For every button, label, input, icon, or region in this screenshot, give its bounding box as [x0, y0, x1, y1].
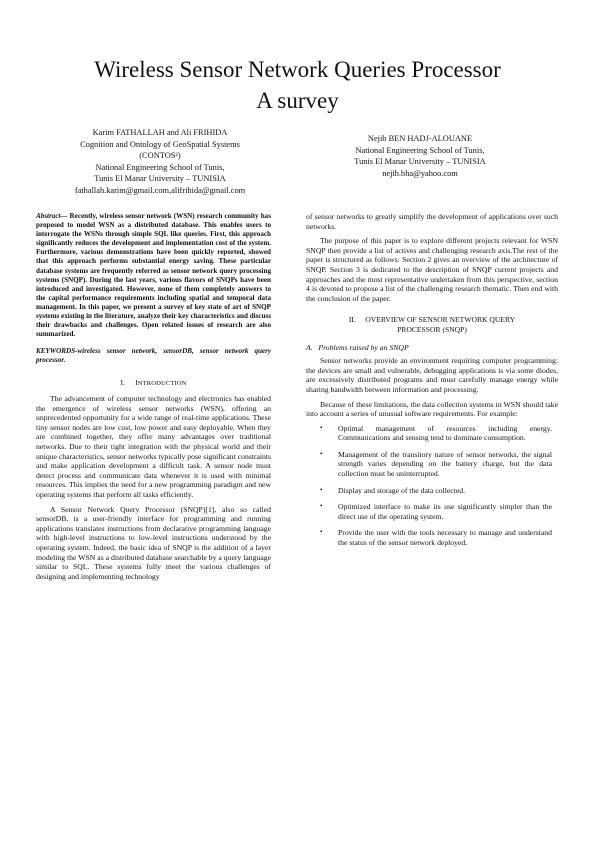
list-item-text: Optimal management of resources including energy. Communications and sensing tend to dominate consumption.	[338, 423, 552, 443]
author-names: Nejib BEN HADJ-ALOUANE	[367, 134, 473, 143]
author-affiliation: National Engineering School of Tunis,	[95, 162, 225, 172]
list-item	[306, 450, 558, 479]
list-item	[306, 502, 558, 521]
author-affiliation: National Engineering School of Tunis,	[355, 145, 485, 155]
list-item-text: Provide the user with the tools necessary to manage and understand the status of the sensor network deployed.	[338, 528, 552, 548]
requirements-list	[306, 424, 558, 548]
body-paragraph: Because of these limitations, the data collection systems in WSN should take into account a series of unusual software requirements. For example:	[306, 399, 558, 419]
section-heading-line-2: PROCESSOR (SNQP)	[397, 324, 467, 334]
subsection-heading	[306, 343, 558, 353]
right-column	[306, 212, 558, 555]
abstract-text: Recently, wireless sensor network (WSN) research community has proposed to model WSN as a distributed database. This enables users to interrogate the WSNs through simple SQL like queries. First, this approach significantly reduces the development and implementation cost of the system. Furthermore, various demonstrations have been quickly reported, showed that this approach performs substantial energy saving. These particular database systems are frequently referred as sensor network query processing systems (SNQP). During the last years, various flavors of SNQPs have been introduced and investigated. However, none of them completely answers to the capital performance requirements including spatial and temporal data management. In this paper, we present a survey of key state of art of SNQP systems existing in the literature, analyze their key characteristics and discuss their drawbacks and challenges. Open related issues of research are also summarized.	[36, 212, 271, 339]
abstract	[36, 212, 271, 339]
author-email: fathallah.karim@gmail.com,alifrihida@gmail.com	[74, 185, 246, 195]
body-paragraph: Sensor networks provide an environment requiring computer programming: the devices are small and vulnerable, debugging applications is via some diodes, are excessively distributed programs and must carefully manage energy while sharing bandwidth between information and processing.	[306, 356, 558, 394]
section-title-rest: NTRODUCTION	[137, 379, 187, 387]
abstract-label: Abstract—	[36, 212, 68, 220]
section-title: OVERVIEW OF SENSOR NETWORK QUERY	[365, 315, 516, 325]
section-number: II.	[348, 315, 356, 325]
list-item	[306, 528, 558, 547]
list-item-text: Optimized interface to make its use significantly simpler than the direct use of the operating system.	[338, 502, 552, 521]
list-item-text: Management of the transitory nature of sensor networks, the signal strength varies depending on the battery charge, but the data collection must be uninterrupted.	[338, 449, 552, 479]
left-column	[36, 212, 271, 586]
subsection-label: A.	[306, 342, 313, 352]
subsection-title: Problems raised by an SNQP	[318, 342, 409, 352]
author-affiliation: Tunis El Manar University – TUNISIA	[94, 174, 226, 183]
bullet-icon: •	[320, 502, 323, 511]
title-line-2: A survey	[256, 88, 339, 113]
body-paragraph: A Sensor Network Query Processor (SNQP)[1], also so called sensorDB, is a user-friendly interface for programming and running applications translates instructions from declarative programming language with high-level instructions to low-level instructions understood by the operating system. Indeed, the basic idea of SNQP is the addition of a layer modeling the WSN as a distributed database searchable by a query language similar to SQL. These systems fully meet the various challenges of designing and implementing technology	[36, 504, 271, 581]
body-paragraph: The purpose of this paper is to explore different projects relevant for WSN SNQP then provide a list of actives and challenging research axis.The rest of the paper is structured as follows: Section 2 gives an overview of the architecture of SNQP. Section 3 is dedicated to the description of SNQP current projects and approaches and the most representative undertaken from this perspective, section 4 is devoted to propose a list of the challenging research thematic. Then end with the conclusion of the paper.	[306, 236, 558, 303]
bullet-icon: •	[320, 528, 323, 537]
list-item	[306, 424, 558, 443]
title-line-1: Wireless Sensor Network Queries Processor	[94, 57, 501, 82]
bullet-icon: •	[320, 485, 323, 494]
section-number: I.	[120, 377, 126, 387]
list-item	[306, 486, 558, 496]
author-affiliation: (CONTOS²)	[139, 151, 181, 160]
list-item-text: Display and storage of the data collected.	[338, 485, 466, 495]
author-affiliation: Tunis El Manar University – TUNISIA	[354, 157, 486, 166]
section-title-initial: I	[135, 377, 138, 387]
section-heading-introduction	[36, 378, 271, 389]
author-affiliation: Cognition and Ontology of GeoSpatial Systems	[80, 139, 240, 149]
body-paragraph: of sensor networks to greatly simplify the development of applications over such networks.	[306, 212, 558, 231]
bullet-icon: •	[320, 423, 323, 432]
author-names: Karim FATHALLAH and Ali FRIHIDA	[92, 128, 228, 137]
bullet-icon: •	[320, 449, 323, 458]
body-paragraph: The advancement of computer technology and electronics has enabled the emergence of wireless sensor networks (WSN), offering an unprecedented opportunity for a wide range of real-time applications. These tiny sensor nodes are low cost, low power and easy deployable. When they are combined together, they offer many advantages over traditional networks. Due to their tight integration with the physical world and their unique characteristics, sensor networks typically pose significant constraints and make application development a difficult task. A sensor node must detect process and communicate data whenever it is used with minimal resources. This implies the need for a new programming paradigm and new operating systems that perform all tasks efficiently.	[36, 394, 271, 500]
section-heading-overview	[306, 315, 558, 334]
keywords: KEYWORDS-wireless sensor network, sensorDB, sensor network query processor.	[36, 347, 271, 365]
paper-title	[0, 54, 595, 116]
author-block-left	[40, 127, 280, 196]
author-email: nejib.bha@yahoo.com	[382, 168, 458, 178]
section-heading-line-1	[306, 315, 558, 325]
author-block-right	[300, 133, 540, 179]
